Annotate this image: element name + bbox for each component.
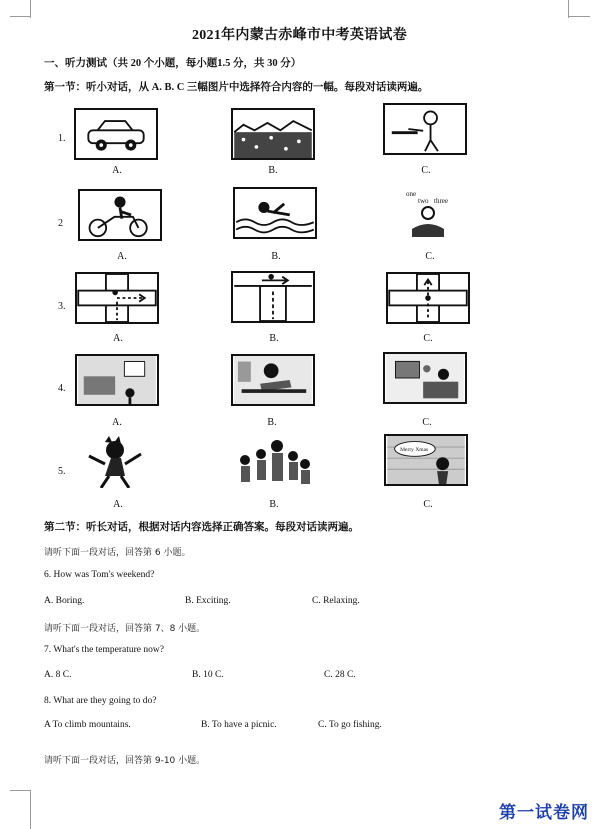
- option-label-c: C.: [423, 333, 433, 344]
- page-title: 2021年内蒙古赤峰市中考英语试卷: [191, 28, 408, 43]
- option-label-c: C.: [423, 499, 433, 510]
- q6-option-b: B. Exciting.: [185, 596, 231, 606]
- picture-swimmer: [233, 187, 317, 239]
- q7-option-c: C. 28 C.: [324, 670, 356, 680]
- section-two-heading: 第二节：听长对话，根据对话内容选择正确答案。每段对话读两遍。: [44, 522, 359, 533]
- question-7: 7. What's the temperature now?: [44, 645, 164, 655]
- option-label-a: A.: [113, 499, 123, 510]
- instruction-q6: 请听下面一段对话，回答第 6 小题。: [44, 548, 191, 558]
- picture-crossroads-c: [386, 272, 470, 324]
- option-label-b: B.: [269, 333, 279, 344]
- picture-xmas-card: [384, 434, 468, 486]
- option-label-a: A.: [112, 165, 122, 176]
- option-label-c: C.: [425, 251, 435, 262]
- crop-mark: [568, 16, 590, 17]
- q6-option-c: C. Relaxing.: [312, 596, 360, 606]
- q6-option-a: A. Boring.: [44, 596, 85, 606]
- q8-option-a: A To climb mountains.: [44, 720, 131, 730]
- picture-group-of-people: [231, 436, 315, 488]
- pic-word-two: two: [418, 197, 429, 205]
- option-label-b: B.: [271, 251, 281, 262]
- q8-option-c: C. To go fishing.: [318, 720, 382, 730]
- question-number: 3.: [58, 301, 66, 312]
- pic-word-one: one: [406, 190, 417, 198]
- picture-cat-character: [75, 436, 159, 488]
- q7-option-b: B. 10 C.: [192, 670, 224, 680]
- instruction-q7-8: 请听下面一段对话，回答第 7、8 小题。: [44, 624, 206, 634]
- crop-mark: [30, 790, 31, 829]
- instruction-q9-10: 请听下面一段对话，回答第 9-10 小题。: [44, 756, 206, 766]
- pic-word-three: three: [434, 197, 448, 205]
- picture-counting-cook: [386, 187, 470, 239]
- question-8: 8. What are they going to do?: [44, 696, 157, 706]
- question-number: 5.: [58, 466, 66, 477]
- picture-police-motorcycle: [78, 189, 162, 241]
- option-label-c: C.: [421, 165, 431, 176]
- section-one-heading: 第一节：听小对话，从 A. B. C 三幅图片中选择符合内容的一幅。每段对话读两遍。: [44, 82, 429, 93]
- question-number: 2: [58, 218, 63, 229]
- option-label-b: B.: [269, 499, 279, 510]
- question-number: 1.: [58, 133, 66, 144]
- question-number: 4.: [58, 383, 66, 394]
- option-label-b: B.: [268, 165, 278, 176]
- picture-man-watching-tv: [383, 352, 467, 404]
- option-label-a: A.: [112, 417, 122, 428]
- crop-mark: [10, 16, 30, 17]
- picture-snowy-field: [231, 108, 315, 160]
- picture-girl-studying: [231, 354, 315, 406]
- q7-option-a: A. 8 C.: [44, 670, 72, 680]
- q8-option-b: B. To have a picnic.: [201, 720, 277, 730]
- picture-crossroads-a: [75, 272, 159, 324]
- option-label-c: C.: [422, 417, 432, 428]
- picture-car: [74, 108, 158, 160]
- crop-mark: [30, 0, 31, 18]
- question-6: 6. How was Tom's weekend?: [44, 570, 155, 580]
- picture-living-room: [75, 354, 159, 406]
- option-label-a: A.: [113, 333, 123, 344]
- option-label-a: A.: [117, 251, 127, 262]
- pic-word-merry: Merry Xmas: [400, 446, 429, 453]
- picture-crossroads-b: [231, 271, 315, 323]
- crop-mark: [10, 790, 30, 791]
- option-label-b: B.: [267, 417, 277, 428]
- picture-man-at-table: [383, 103, 467, 155]
- part-one-heading: 一、听力测试（共 20 个小题，每小题1.5 分，共 30 分）: [44, 58, 302, 69]
- site-watermark-logo: 第一试卷网: [499, 803, 589, 823]
